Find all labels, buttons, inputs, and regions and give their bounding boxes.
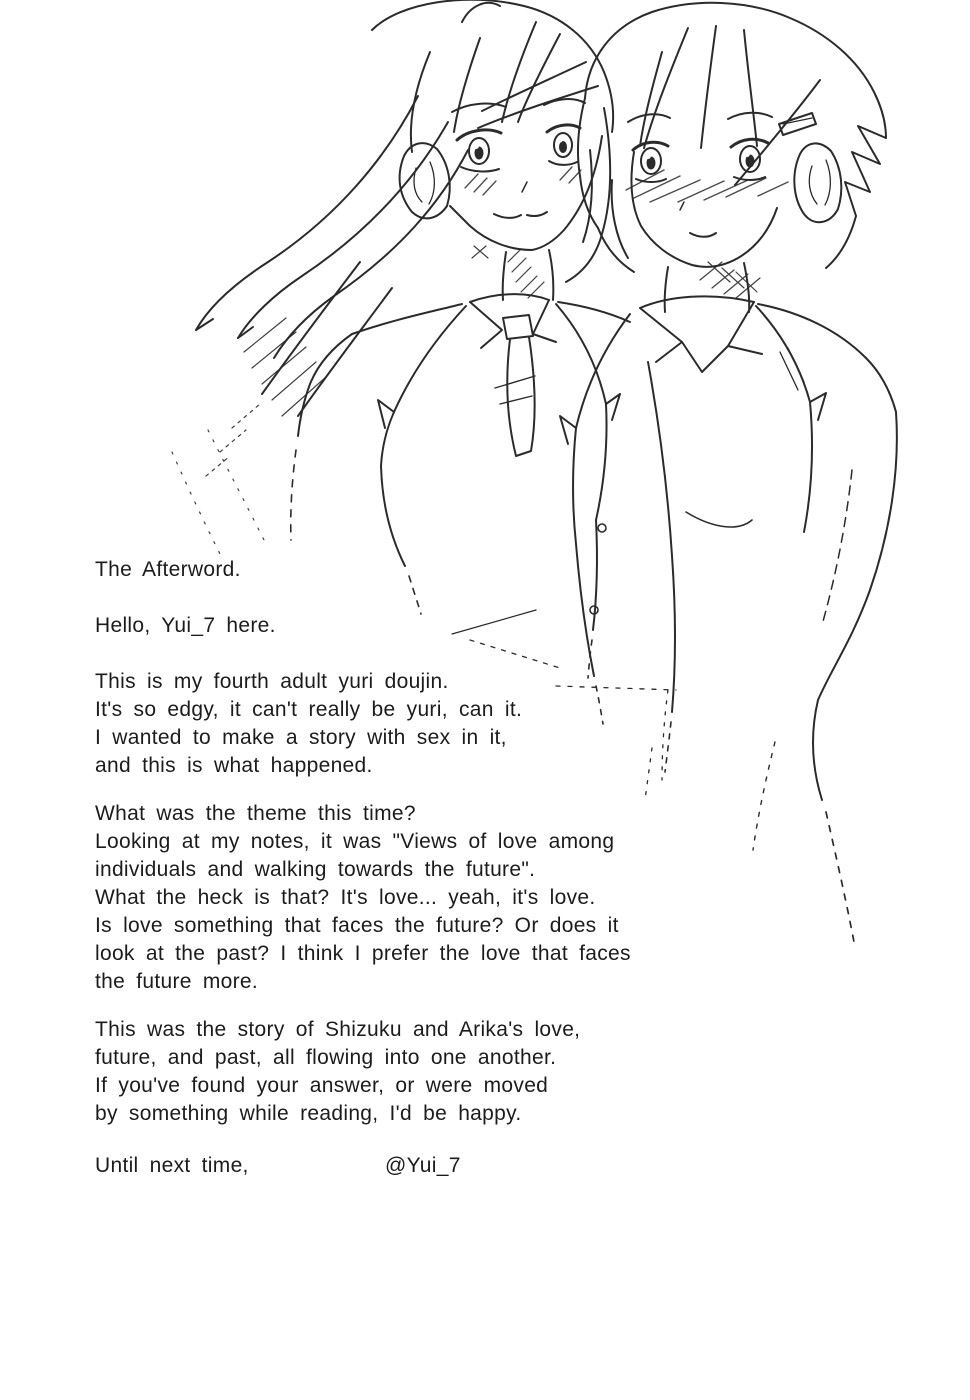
afterword-line: This was the story of Shizuku and Arika's love, [95,1018,581,1041]
afterword-title: The Afterword. [95,558,241,581]
afterword-line: What was the theme this time? [95,802,416,825]
right-girl-short-hair [578,3,886,272]
afterword-greeting: Hello, Yui_7 here. [95,614,276,637]
afterword-line: What the heck is that? It's love... yeah, it's love. [95,886,596,909]
afterword-line: look at the past? I think I prefer the love that faces [95,942,631,965]
afterword-line: individuals and walking towards the future". [95,858,536,881]
afterword-paragraph-3 [95,1016,580,1128]
afterword-paragraph-1 [95,668,522,780]
afterword-closing-row [95,1152,695,1180]
afterword-line: It's so edgy, it can't really be yuri, can it. [95,698,523,721]
artist-signature: @Yui_7 [385,1154,461,1177]
right-girl-face [628,113,841,267]
afterword-line: future, and past, all flowing into one another. [95,1046,557,1069]
afterword-paragraph-2 [95,800,631,996]
closing-text: Until next time, [95,1154,249,1177]
left-girl-face [400,99,602,250]
right-girl-neck-collar [640,262,762,372]
eye-pupils [475,141,755,170]
left-girl-long-hair [196,0,613,416]
afterword-line: and this is what happened. [95,754,373,777]
left-girl-blazer [291,302,676,690]
afterword-line: This is my fourth adult yuri doujin. [95,670,449,693]
afterword-line: I wanted to make a story with sex in it, [95,726,507,749]
afterword-line: Looking at my notes, it was "Views of love among [95,830,615,853]
afterword-line: Is love something that faces the future? Or does it [95,914,619,937]
eye-highlights [473,137,750,159]
left-girl-neck-collar-tie [470,246,556,456]
afterword-line: the future more. [95,970,259,993]
hairclip [779,113,816,135]
hair-shadow-hatching [172,318,326,554]
afterword-line: by something while reading, I'd be happy. [95,1102,522,1125]
afterword-line: If you've found your answer, or were moved [95,1074,549,1097]
